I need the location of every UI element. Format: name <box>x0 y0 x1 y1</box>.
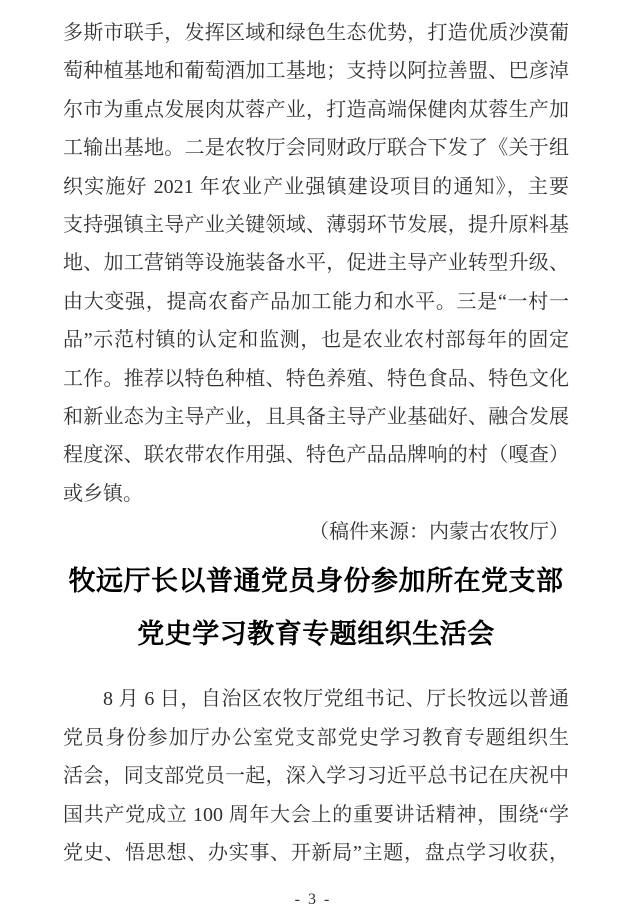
text-line: 或乡镇。 <box>63 482 143 505</box>
article2-paragraph <box>63 680 569 872</box>
text-line: 萄种植基地和葡萄酒加工基地；支持以阿拉善盟、巴彦淖 <box>63 60 569 83</box>
text-line: 多斯市联手，发挥区域和绿色生态优势，打造优质沙漠葡 <box>63 22 569 44</box>
text-line: 地、加工营销等设施装备水平，促进主导产业转型升级、 <box>63 252 569 275</box>
article2-title <box>63 555 569 661</box>
text-line: 8 月 6 日，自治区农牧厅党组书记、厅长牧远以普通 <box>103 688 569 711</box>
text-line: 织实施好 2021 年农业产业强镇建设项目的通知》，主要 <box>63 175 569 198</box>
text-line: 支持强镇主导产业关键领域、薄弱环节发展，提升原料基 <box>63 213 569 236</box>
title-line: 党史学习教育专题组织生活会 <box>137 619 495 651</box>
text-line: 程度深、联农带农作用强、特色产品品牌响的村（嘎查） <box>63 444 569 467</box>
source-attribution: （稿件来源：内蒙古农牧厅） <box>309 521 569 544</box>
text-line: 活会，同支部党员一起，深入学习习近平总书记在庆祝中 <box>63 765 569 788</box>
page-number: - 3 - <box>294 891 332 908</box>
text-line: 品”示范村镇的认定和监测，也是农业农村部每年的固定 <box>63 329 569 352</box>
article1-paragraph <box>63 14 569 513</box>
text-line: 党员身份参加厅办公室党支部党史学习教育专题组织生 <box>63 726 569 749</box>
text-line: 尔市为重点发展肉苁蓉产业，打造高端保健肉苁蓉生产加 <box>63 98 569 121</box>
text-line: 和新业态为主导产业，且具备主导产业基础好、融合发展 <box>63 405 569 428</box>
text-line: 国共产党成立 100 周年大会上的重要讲话精神，围绕“学 <box>63 803 569 826</box>
text-line: 党史、悟思想、办实事、开新局”主题，盘点学习收获， <box>63 842 569 865</box>
text-line: 由大变强，提高农畜产品加工能力和水平。三是“一村一 <box>63 290 569 313</box>
title-line: 牧远厅长以普通党员身份参加所在党支部 <box>68 566 564 598</box>
text-line: 工作。推荐以特色种植、特色养殖、特色食品、特色文化 <box>63 367 569 390</box>
text-line: 工输出基地。二是农牧厅会同财政厅联合下发了《关于组 <box>63 137 569 160</box>
